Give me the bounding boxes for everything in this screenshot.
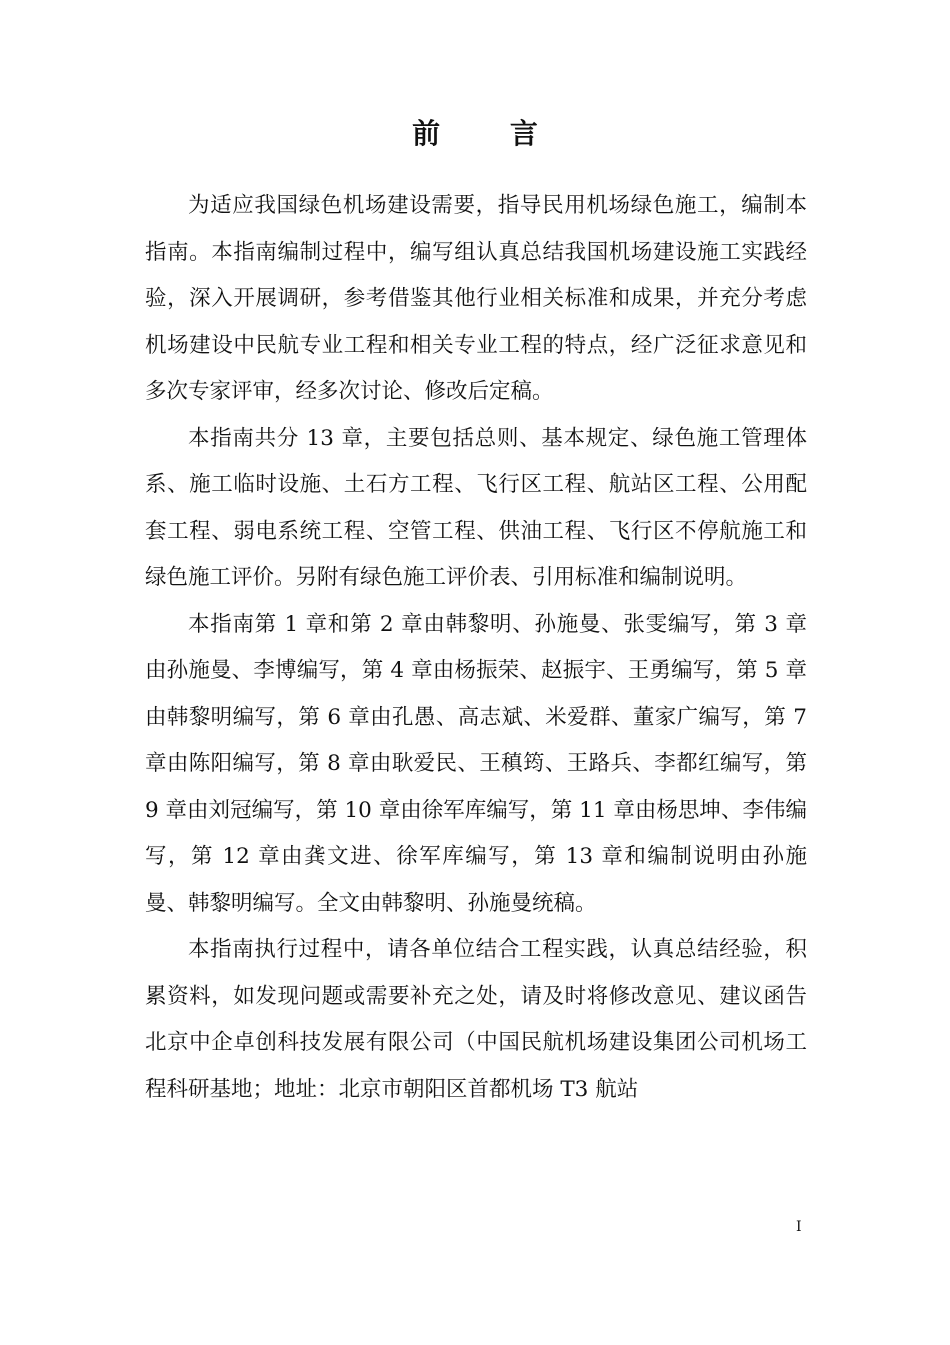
page-number: I xyxy=(796,1219,802,1235)
paragraph-contents: 本指南共分 13 章，主要包括总则、基本规定、绿色施工管理体系、施工临时设施、土石方工程、飞行区工程、航站区工程、公用配套工程、弱电系统工程、空管工程、供油工程、飞行区不停航施工和绿色施工评价。另附有绿色施工评价表、引用标准和编制说明。 xyxy=(145,425,807,590)
paragraph-purpose: 为适应我国绿色机场建设需要，指导民用机场绿色施工，编制本指南。本指南编制过程中，编写组认真总结我国机场建设施工实践经验，深入开展调研，参考借鉴其他行业相关标准和成果，并充分考虑机场建设中民航专业工程和相关专业工程的特点，经广泛征求意见和多次专家评审，经多次讨论、修改后定稿。 xyxy=(145,193,807,404)
page-title: 前 言 xyxy=(412,117,568,150)
paragraph-authors: 本指南第 1 章和第 2 章由韩黎明、孙施曼、张雯编写，第 3 章由孙施曼、李博编写，第 4 章由杨振荣、赵振宇、王勇编写，第 5 章由韩黎明编写，第 6 章由孔愚、高志斌、米爱群、董家广编写，第 7 章由陈阳编写，第 8 章由耿爱民、王稹筠、王路兵、李都红编写，第 9 章由刘冠编写，第 10 章由徐军库编写，第 11 章由杨思坤、李伟编写，第 12 章由龚文进、徐军库编写，第 13 章和编制说明由孙施曼、韩黎明编写。全文由韩黎明、孙施曼统稿。 xyxy=(145,611,807,916)
paragraph-feedback: 本指南执行过程中，请各单位结合工程实践，认真总结经验，积累资料，如发现问题或需要补充之处，请及时将修改意见、建议函告北京中企卓创科技发展有限公司（中国民航机场建设集团公司机场工程科研基地；地址：北京市朝阳区首都机场 T3 航站 xyxy=(145,937,807,1102)
document-body xyxy=(145,183,807,1113)
